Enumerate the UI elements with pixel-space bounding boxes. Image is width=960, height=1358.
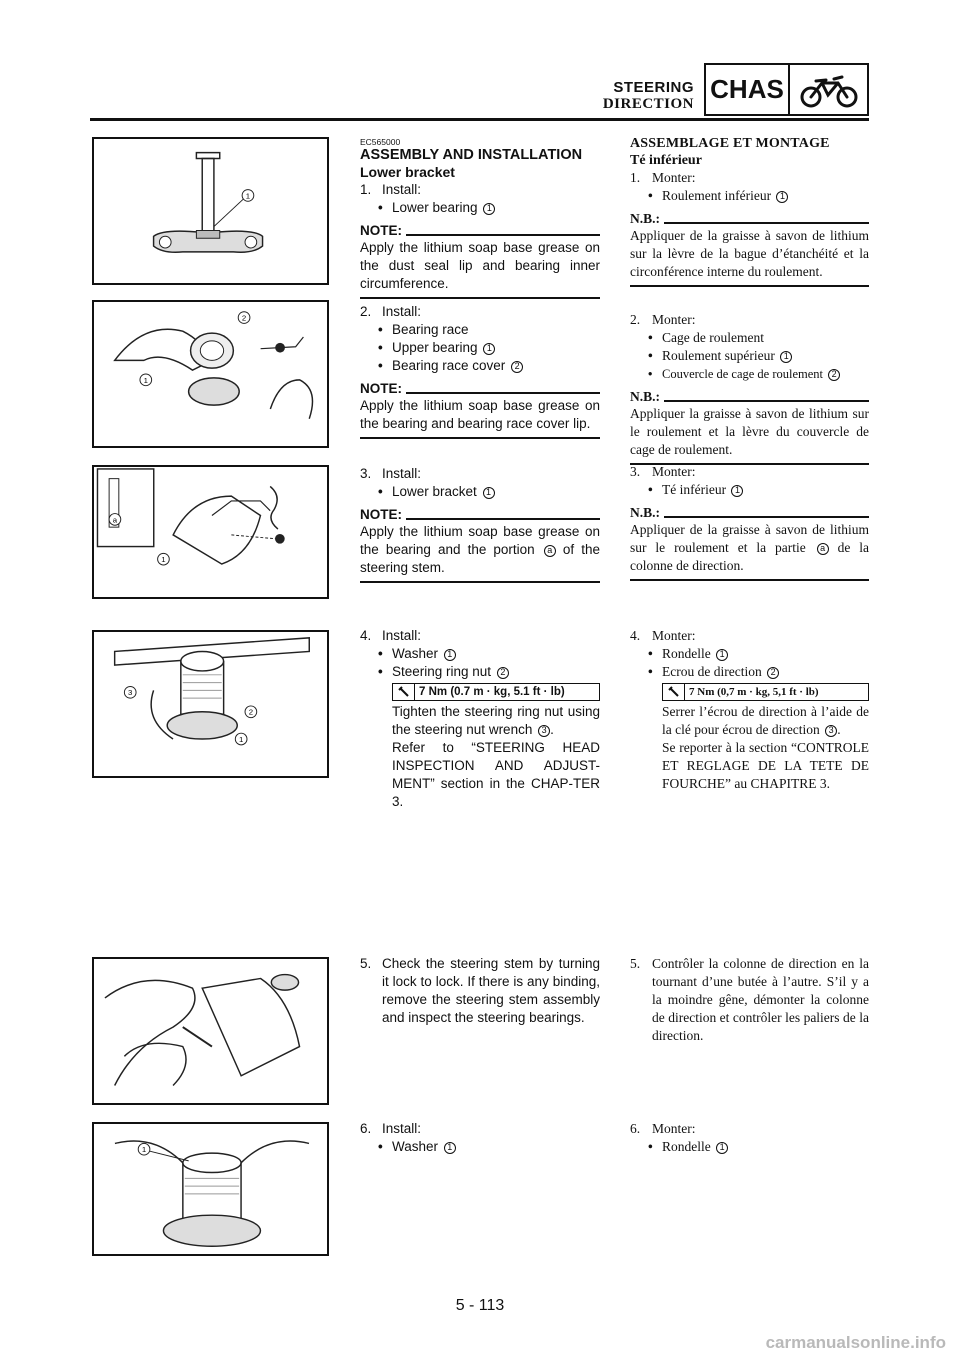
section-subtitle-en: Lower bracket [360,164,455,180]
section-code: EC565000 [360,137,401,147]
note-3-fr: Appliquer de la graisse à savon de lithium sur le roulement et la partie a de la colonne de direction. [630,522,870,573]
callout-1: 1 [141,1145,147,1155]
step-4-instruction-en: Tighten the steering ring nut using the steering nut wrench 3 . [392,704,600,737]
callout-a: a [112,515,118,525]
figure-check-steering [92,957,329,1105]
list-item: • Washer 1 [360,645,600,663]
list-item: • Cage de roulement [648,330,764,345]
note-rule [630,579,869,581]
callout-2: 2 [241,313,247,323]
callout-1: 1 [245,191,251,201]
torque-spec-en: 7 Nm (0.7 m · kg, 5.1 ft · lb) [392,683,600,701]
list-item: • Rondelle 1 [630,1138,869,1156]
figure-lower-bearing [92,137,329,285]
step-1-fr: 1. Monter: [630,170,696,185]
step-4-reference-fr: Se reporter à la section “CONTROLE ET REGLAGE DE LA TETE DE FOURCHE” au CHAPITRE 3. [662,740,869,791]
step-2-en: 2. Install: [360,304,422,319]
french-block-6 [630,1120,869,1156]
figure-lower-bracket [92,465,329,599]
step-1-en: 1. Install: [360,182,422,197]
english-block-1 [360,137,600,299]
list-item: • Couvercle de cage de roulement 2 [630,365,869,383]
step-5-fr: 5. Contrôler la colonne de direction en la tournant d’une butée à l’autre. S’il y a la moindre gêne, démonter la colonne de direction et contrôler les paliers de la direction. [630,956,869,1043]
step-6-en: 6. Install: [360,1121,422,1136]
step-5-en: 5. Check the steering stem by turning it lock to lock. If there is any binding, remove the steering stem assembly and inspect the steering bearings. [360,956,600,1025]
section-subtitle-fr: Té inférieur [630,153,702,168]
note-rule [360,581,600,583]
step-3-en: 3. Install: [360,466,422,481]
callout-1: 1 [161,555,166,565]
callout-2: 2 [248,707,254,717]
step-6-fr: 6. Monter: [630,1121,696,1136]
list-item: • Washer 1 [360,1138,600,1156]
chapter-badge-label: CHAS [706,65,790,114]
english-block-3 [360,465,600,583]
note-header-en: NOTE: [360,381,600,397]
watermark: carmanualsonline.info [765,1333,946,1352]
note-2-en: Apply the lithium soap base grease on the bearing and bearing race cover lip. [360,398,600,431]
note-header-fr: N.B.: [630,505,869,521]
list-item: • Roulement inférieur 1 [630,187,869,205]
step-4-en: 4. Install: [360,628,422,643]
torque-spec-fr: 7 Nm (0,7 m · kg, 5,1 ft · lb) [662,683,869,701]
french-block-5 [630,955,869,1045]
header-title-en: STEERING [613,79,694,96]
torque-wrench-icon [393,684,415,700]
callout-1: 1 [238,734,244,744]
section-title-en: ASSEMBLY AND INSTALLATION [360,147,583,163]
french-block-2 [630,311,869,465]
french-block-4 [630,627,869,793]
list-item: • Lower bracket 1 [360,483,600,501]
list-item: • Steering ring nut 2 [360,663,600,681]
step-2-fr: 2. Monter: [630,312,696,327]
list-item: • Lower bearing 1 [360,199,600,217]
chapter-badge [704,63,869,116]
french-block-1 [630,135,869,287]
note-header-en: NOTE: [360,223,600,239]
page-number: 5 - 113 [455,1297,505,1314]
note-header-fr: N.B.: [630,389,869,405]
note-rule [360,437,600,439]
figure-washer [92,1122,329,1256]
list-item: • Upper bearing 1 [360,339,600,357]
note-3-en: Apply the lithium soap base grease on the bearing and the portion a of the steering stem. [360,524,600,575]
english-block-2 [360,303,600,439]
callout-1: 1 [143,375,148,385]
list-item: • Bearing race cover 2 [360,357,600,375]
english-block-4 [360,627,600,811]
section-title-fr: ASSEMBLAGE ET MONTAGE [630,136,830,151]
header-rule [90,118,869,121]
step-4-fr: 4. Monter: [630,628,696,643]
callout-3: 3 [128,688,133,698]
list-item: • Roulement supérieur 1 [630,347,869,365]
list-item: • Ecrou de direction 2 [630,663,869,681]
step-3-fr: 3. Monter: [630,464,696,479]
step-4-instruction-fr: Serrer l’écrou de direction à l’aide de la clé pour écrou de direction 3 . [662,704,869,737]
note-header-fr: N.B.: [630,211,869,227]
torque-wrench-icon [663,684,685,700]
note-1-en: Apply the lithium soap base grease on the dust seal lip and bearing inner circumference. [360,240,600,291]
list-item: • Rondelle 1 [630,645,869,663]
note-header-en: NOTE: [360,507,600,523]
english-block-5 [360,955,600,1027]
header-title-fr: DIRECTION [602,96,694,112]
motorcycle-icon [790,65,867,114]
note-1-fr: Appliquer de la graisse à savon de lithium sur la lèvre de la bague d’étanchéité et la circonférence interne du roulement. [630,228,869,279]
french-block-3 [630,463,869,581]
english-block-6 [360,1120,600,1156]
note-rule [360,297,600,299]
note-rule [630,285,869,287]
figure-steering-ring-nut [92,630,329,778]
list-item: • Té inférieur 1 [630,481,869,499]
note-2-fr: Appliquer la graisse à savon de lithium sur le roulement et la lèvre du couvercle de cage de roulement. [630,406,869,457]
step-4-reference-en: Refer to “STEERING HEAD INSPECTION AND ADJUST-MENT” section in the CHAP-TER 3. [392,740,600,809]
figure-bearing-race [92,300,329,448]
list-item: • Bearing race [378,322,469,337]
